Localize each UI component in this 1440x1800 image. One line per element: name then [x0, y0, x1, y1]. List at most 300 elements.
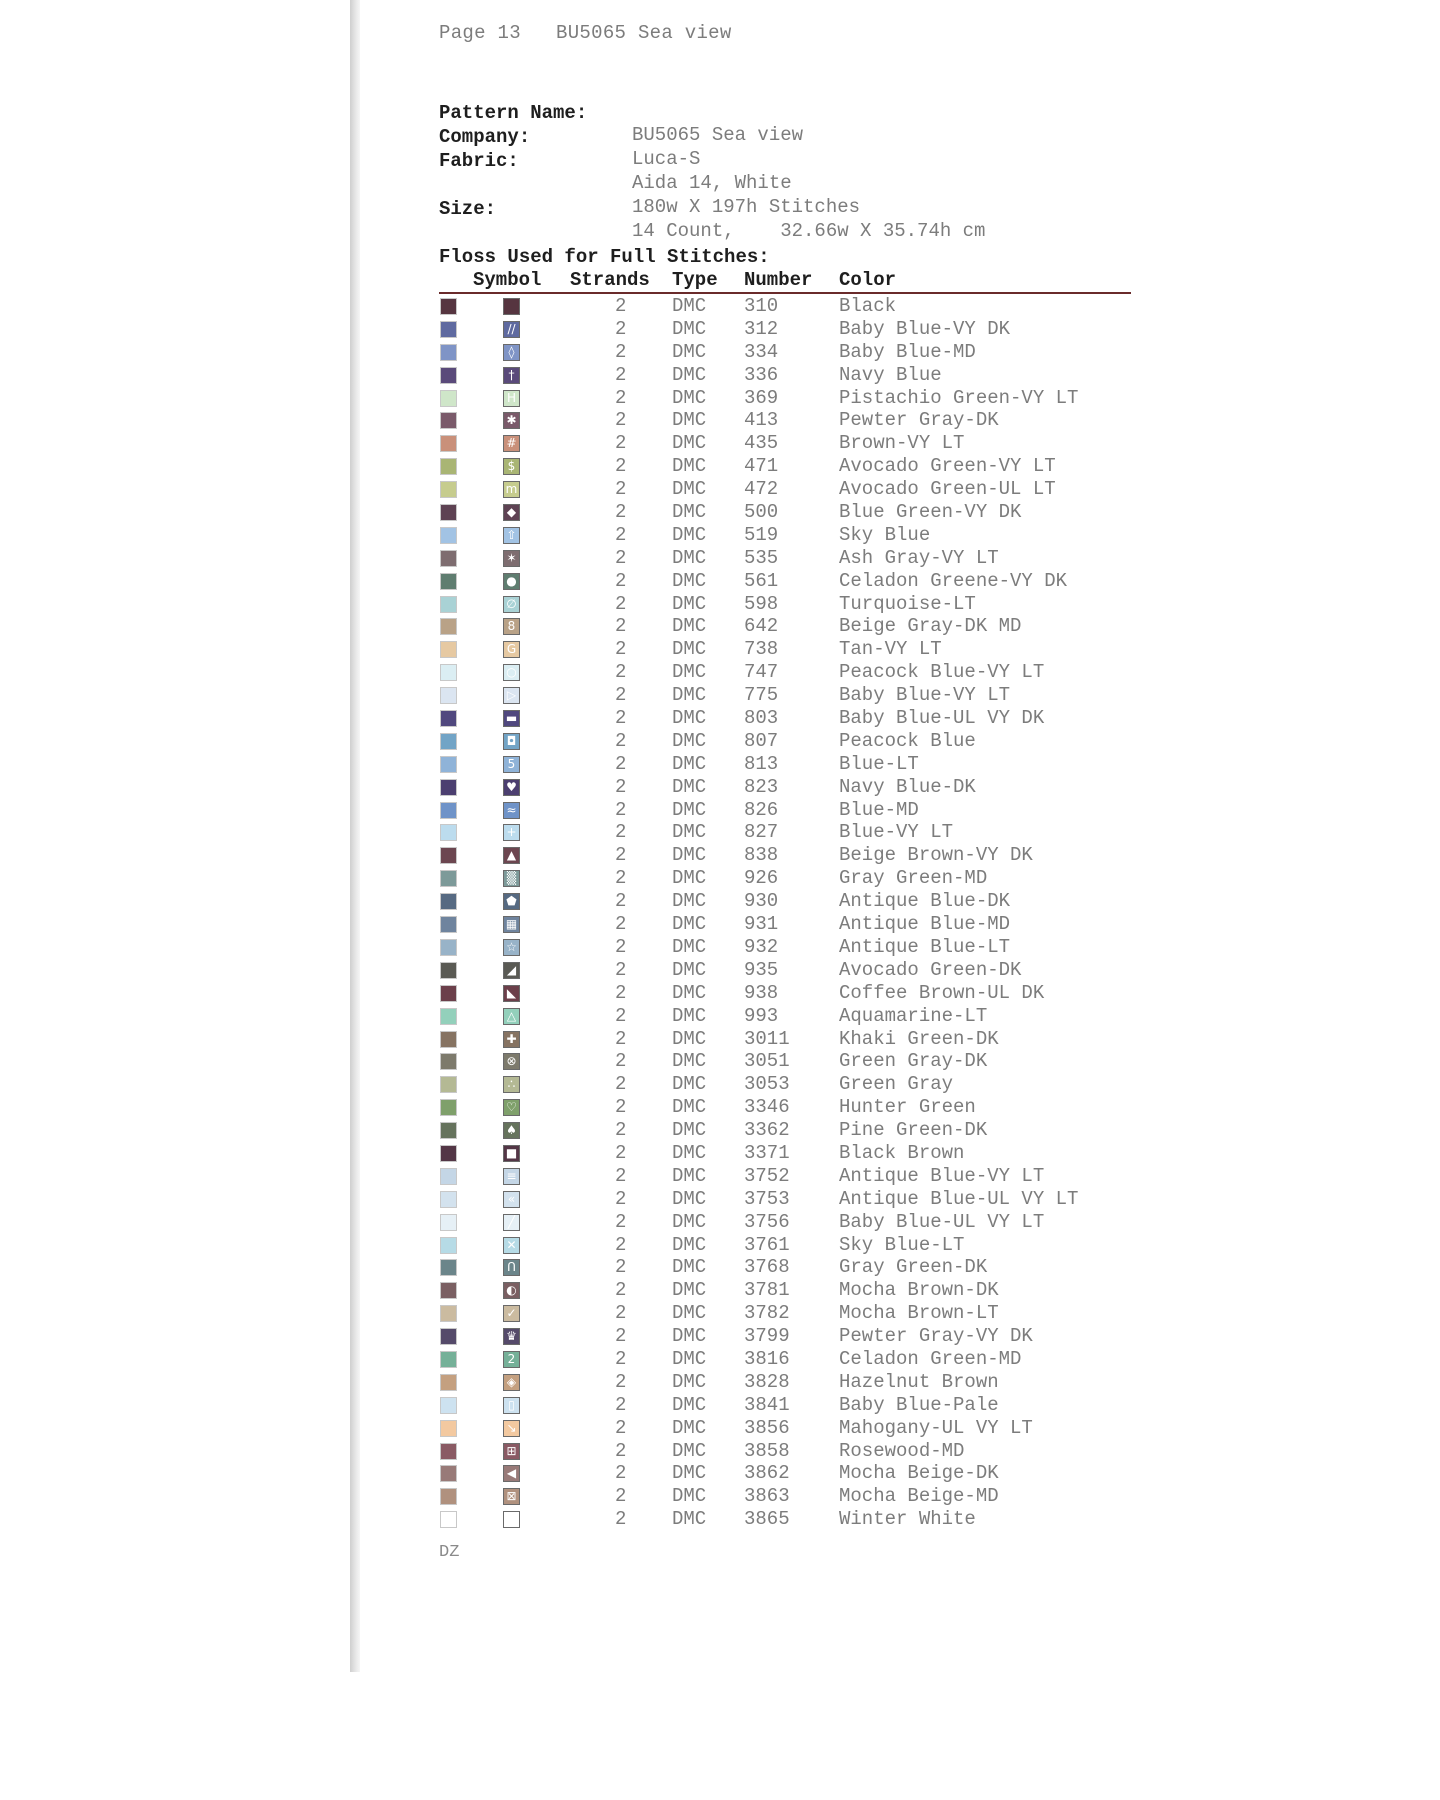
stitch-symbol-icon: ▯ [503, 1397, 520, 1414]
strands-cell: 2 [615, 1073, 627, 1096]
info-value: 180w X 197h Stitches [632, 196, 861, 218]
type-cell: DMC [672, 523, 707, 546]
stitch-symbol-icon: − [503, 1511, 520, 1528]
strands-cell: 2 [615, 729, 627, 752]
stitch-symbol-icon: // [503, 321, 520, 338]
floss-row [439, 1279, 1159, 1302]
strands-cell: 2 [615, 1325, 627, 1348]
strands-cell: 2 [615, 592, 627, 615]
color-swatch [440, 390, 457, 407]
number-cell: 312 [744, 317, 779, 340]
type-cell: DMC [672, 478, 707, 501]
stitch-symbol-icon: ⊗ [503, 1053, 520, 1070]
color-swatch [440, 1374, 457, 1391]
page-label: Page 13 [439, 22, 521, 44]
number-cell: 310 [744, 295, 779, 317]
floss-row [439, 1371, 1159, 1394]
number-cell: 3768 [744, 1256, 790, 1279]
floss-row [439, 524, 1159, 547]
color-name-cell: Pistachio Green-VY LT [839, 386, 1079, 409]
strands-cell: 2 [615, 1187, 627, 1210]
color-name-cell: Baby Blue-UL VY DK [839, 707, 1045, 730]
strands-cell: 2 [615, 1210, 627, 1233]
stitch-symbol-icon: « [503, 1191, 520, 1208]
floss-row [439, 1417, 1159, 1440]
stitch-symbol-icon: † [503, 367, 520, 384]
color-swatch [440, 367, 457, 384]
floss-row [439, 982, 1159, 1005]
number-cell: 926 [744, 867, 779, 890]
stitch-symbol-icon: ✱ [503, 412, 520, 429]
type-cell: DMC [672, 501, 707, 524]
color-name-cell: Mahogany-UL VY LT [839, 1416, 1033, 1439]
color-swatch [440, 870, 457, 887]
type-cell: DMC [672, 340, 707, 363]
number-cell: 3816 [744, 1347, 790, 1370]
strands-cell: 2 [615, 844, 627, 867]
stitch-symbol-icon: ✚ [503, 1031, 520, 1048]
number-cell: 472 [744, 478, 779, 501]
strands-cell: 2 [615, 1462, 627, 1485]
stitch-symbol-icon: ♛ [503, 1328, 520, 1345]
number-cell: 803 [744, 707, 779, 730]
type-cell: DMC [672, 844, 707, 867]
floss-row [439, 1165, 1159, 1188]
color-name-cell: Turquoise-LT [839, 592, 976, 615]
stitch-symbol-icon: ♡ [503, 1099, 520, 1116]
type-cell: DMC [672, 569, 707, 592]
strands-cell: 2 [615, 1256, 627, 1279]
strands-cell: 2 [615, 913, 627, 936]
floss-section-title: Floss Used for Full Stitches: [439, 246, 770, 268]
type-cell: DMC [672, 821, 707, 844]
strands-cell: 2 [615, 1050, 627, 1073]
floss-row [439, 753, 1159, 776]
color-swatch [440, 847, 457, 864]
stitch-symbol-icon: # [503, 435, 520, 452]
color-name-cell: Mocha Brown-DK [839, 1279, 999, 1302]
color-name-cell: Ash Gray-VY LT [839, 546, 999, 569]
floss-row [439, 1462, 1159, 1485]
number-cell: 827 [744, 821, 779, 844]
color-swatch [440, 1351, 457, 1368]
strands-cell: 2 [615, 958, 627, 981]
column-header-type: Type [672, 269, 718, 291]
stitch-symbol-icon: ▬ [503, 710, 520, 727]
floss-row [439, 1005, 1159, 1028]
stitch-symbol-icon: ◐ [503, 1282, 520, 1299]
type-cell: DMC [672, 317, 707, 340]
number-cell: 519 [744, 523, 779, 546]
floss-row [439, 1073, 1159, 1096]
type-cell: DMC [672, 935, 707, 958]
color-swatch [440, 458, 457, 475]
type-cell: DMC [672, 295, 707, 317]
number-cell: 826 [744, 798, 779, 821]
floss-row [439, 1234, 1159, 1257]
strands-cell: 2 [615, 1141, 627, 1164]
stitch-symbol-icon: ◣ [503, 985, 520, 1002]
color-swatch [440, 412, 457, 429]
floss-row [439, 776, 1159, 799]
number-cell: 823 [744, 775, 779, 798]
color-name-cell: Avocado Green-VY LT [839, 455, 1056, 478]
strands-cell: 2 [615, 455, 627, 478]
color-swatch [440, 939, 457, 956]
color-swatch [440, 1168, 457, 1185]
floss-row [439, 1325, 1159, 1348]
color-swatch [440, 733, 457, 750]
type-cell: DMC [672, 1508, 707, 1531]
number-cell: 535 [744, 546, 779, 569]
number-cell: 3856 [744, 1416, 790, 1439]
floss-row [439, 1256, 1159, 1279]
number-cell: 3756 [744, 1210, 790, 1233]
strands-cell: 2 [615, 752, 627, 775]
color-name-cell: Blue-VY LT [839, 821, 954, 844]
strands-cell: 2 [615, 1370, 627, 1393]
number-cell: 471 [744, 455, 779, 478]
floss-row [439, 913, 1159, 936]
number-cell: 738 [744, 638, 779, 661]
color-name-cell: Navy Blue [839, 363, 942, 386]
color-name-cell: Antique Blue-LT [839, 935, 1011, 958]
type-cell: DMC [672, 707, 707, 730]
type-cell: DMC [672, 1416, 707, 1439]
stitch-symbol-icon: ◈ [503, 1374, 520, 1391]
color-swatch [440, 1305, 457, 1322]
number-cell: 3053 [744, 1073, 790, 1096]
info-label: Fabric: [439, 150, 519, 172]
floss-row [439, 1119, 1159, 1142]
type-cell: DMC [672, 1164, 707, 1187]
number-cell: 3781 [744, 1279, 790, 1302]
number-cell: 435 [744, 432, 779, 455]
floss-row [439, 844, 1159, 867]
column-header-color: Color [839, 269, 897, 291]
pattern-info [439, 80, 1139, 242]
stitch-symbol-icon: 2 [503, 1351, 520, 1368]
number-cell: 775 [744, 684, 779, 707]
info-label: Size: [439, 198, 497, 220]
stitch-symbol-icon: ⊠ [503, 1488, 520, 1505]
stitch-symbol-icon: ◊ [503, 344, 520, 361]
number-cell: 932 [744, 935, 779, 958]
strands-cell: 2 [615, 1416, 627, 1439]
stitch-symbol-icon: m [503, 481, 520, 498]
column-header-strands: Strands [570, 269, 650, 291]
floss-row [439, 1188, 1159, 1211]
floss-row [439, 1485, 1159, 1508]
floss-row [439, 661, 1159, 684]
strands-cell: 2 [615, 340, 627, 363]
strands-cell: 2 [615, 867, 627, 890]
info-value: 14 Count, 32.66w X 35.74h cm [632, 220, 986, 242]
floss-row [439, 638, 1159, 661]
stitch-symbol-icon: ☆ [503, 939, 520, 956]
color-swatch [440, 618, 457, 635]
number-cell: 3841 [744, 1393, 790, 1416]
stitch-symbol-icon [503, 298, 520, 315]
number-cell: 3828 [744, 1370, 790, 1393]
stitch-symbol-icon: ✶ [503, 550, 520, 567]
color-name-cell: Blue Green-VY DK [839, 501, 1022, 524]
info-value: Aida 14, White [632, 172, 792, 194]
type-cell: DMC [672, 1462, 707, 1485]
strands-cell: 2 [615, 295, 627, 317]
color-swatch [440, 687, 457, 704]
color-name-cell: Sky Blue [839, 523, 931, 546]
color-name-cell: Avocado Green-UL LT [839, 478, 1056, 501]
stitch-symbol-icon: ○ [503, 664, 520, 681]
number-cell: 334 [744, 340, 779, 363]
floss-row [439, 1096, 1159, 1119]
strands-cell: 2 [615, 1393, 627, 1416]
strands-cell: 2 [615, 661, 627, 684]
type-cell: DMC [672, 1485, 707, 1508]
floss-row [439, 936, 1159, 959]
color-name-cell: Avocado Green-DK [839, 958, 1022, 981]
strands-cell: 2 [615, 684, 627, 707]
page-left-edge [350, 0, 360, 1672]
floss-row [439, 867, 1159, 890]
floss-row [439, 295, 1159, 318]
strands-cell: 2 [615, 501, 627, 524]
number-cell: 3865 [744, 1508, 790, 1531]
stitch-symbol-icon: ◆ [503, 504, 520, 521]
strands-cell: 2 [615, 707, 627, 730]
floss-row [439, 1211, 1159, 1234]
type-cell: DMC [672, 775, 707, 798]
color-swatch [440, 1259, 457, 1276]
color-name-cell: Gray Green-DK [839, 1256, 988, 1279]
strands-cell: 2 [615, 546, 627, 569]
number-cell: 3753 [744, 1187, 790, 1210]
stitch-symbol-icon: ♠ [503, 1122, 520, 1139]
strands-cell: 2 [615, 363, 627, 386]
stitch-symbol-icon: ▷ [503, 687, 520, 704]
floss-row [439, 1302, 1159, 1325]
color-swatch [440, 962, 457, 979]
floss-row [439, 1028, 1159, 1051]
color-swatch [440, 916, 457, 933]
stitch-symbol-icon: Ո [503, 1259, 520, 1276]
stitch-symbol-icon: ■ [503, 1145, 520, 1162]
strands-cell: 2 [615, 317, 627, 340]
number-cell: 369 [744, 386, 779, 409]
color-name-cell: Beige Brown-VY DK [839, 844, 1033, 867]
strands-cell: 2 [615, 1096, 627, 1119]
number-cell: 3011 [744, 1027, 790, 1050]
number-cell: 930 [744, 890, 779, 913]
type-cell: DMC [672, 729, 707, 752]
info-value: Luca-S [632, 148, 701, 170]
strands-cell: 2 [615, 981, 627, 1004]
color-swatch [440, 1443, 457, 1460]
floss-row [439, 341, 1159, 364]
color-swatch [440, 1053, 457, 1070]
stitch-symbol-icon: ♥ [503, 779, 520, 796]
type-cell: DMC [672, 1073, 707, 1096]
color-name-cell: Coffee Brown-UL DK [839, 981, 1045, 1004]
color-swatch [440, 756, 457, 773]
number-cell: 935 [744, 958, 779, 981]
color-name-cell: Celadon Green-MD [839, 1347, 1022, 1370]
floss-row [439, 455, 1159, 478]
color-name-cell: Brown-VY LT [839, 432, 965, 455]
floss-row [439, 1050, 1159, 1073]
color-swatch [440, 1031, 457, 1048]
number-cell: 3752 [744, 1164, 790, 1187]
floss-table [439, 295, 1159, 1531]
stitch-symbol-icon: ≈ [503, 802, 520, 819]
floss-row [439, 821, 1159, 844]
color-swatch [440, 435, 457, 452]
pattern-code: BU5065 Sea view [556, 22, 732, 44]
number-cell: 3863 [744, 1485, 790, 1508]
strands-cell: 2 [615, 1004, 627, 1027]
color-name-cell: Tan-VY LT [839, 638, 942, 661]
color-swatch [440, 1237, 457, 1254]
stitch-symbol-icon: 5 [503, 756, 520, 773]
color-swatch [440, 779, 457, 796]
type-cell: DMC [672, 546, 707, 569]
stitch-symbol-icon: △ [503, 1008, 520, 1025]
stitch-symbol-icon: ∅ [503, 596, 520, 613]
number-cell: 3051 [744, 1050, 790, 1073]
type-cell: DMC [672, 409, 707, 432]
color-swatch [440, 596, 457, 613]
type-cell: DMC [672, 386, 707, 409]
color-name-cell: Mocha Beige-MD [839, 1485, 999, 1508]
number-cell: 3362 [744, 1119, 790, 1142]
type-cell: DMC [672, 1096, 707, 1119]
color-name-cell: Antique Blue-VY LT [839, 1164, 1045, 1187]
color-name-cell: Pewter Gray-VY DK [839, 1325, 1033, 1348]
type-cell: DMC [672, 1233, 707, 1256]
stitch-symbol-icon: ✕ [503, 1237, 520, 1254]
floss-row [439, 1394, 1159, 1417]
number-cell: 500 [744, 501, 779, 524]
floss-row [439, 501, 1159, 524]
color-swatch [440, 985, 457, 1002]
strands-cell: 2 [615, 935, 627, 958]
type-cell: DMC [672, 432, 707, 455]
type-cell: DMC [672, 958, 707, 981]
stitch-symbol-icon: ▲ [503, 847, 520, 864]
number-cell: 938 [744, 981, 779, 1004]
type-cell: DMC [672, 798, 707, 821]
color-name-cell: Baby Blue-UL VY LT [839, 1210, 1045, 1233]
color-swatch [440, 1465, 457, 1482]
stitch-symbol-icon: + [503, 824, 520, 841]
color-swatch [440, 1076, 457, 1093]
color-name-cell: Mocha Beige-DK [839, 1462, 999, 1485]
stitch-symbol-icon: ≡ [503, 1168, 520, 1185]
color-swatch [440, 1191, 457, 1208]
strands-cell: 2 [615, 1027, 627, 1050]
color-swatch [440, 802, 457, 819]
column-header-number: Number [744, 269, 813, 291]
stitch-symbol-icon: ∴ [503, 1076, 520, 1093]
number-cell: 813 [744, 752, 779, 775]
color-swatch [440, 1397, 457, 1414]
color-swatch [440, 573, 457, 590]
type-cell: DMC [672, 752, 707, 775]
color-swatch [440, 1511, 457, 1528]
strands-cell: 2 [615, 775, 627, 798]
type-cell: DMC [672, 661, 707, 684]
color-name-cell: Beige Gray-DK MD [839, 615, 1022, 638]
color-name-cell: Hunter Green [839, 1096, 976, 1119]
type-cell: DMC [672, 867, 707, 890]
stitch-symbol-icon: ⇧ [503, 527, 520, 544]
floss-row [439, 959, 1159, 982]
floss-row [439, 478, 1159, 501]
number-cell: 3346 [744, 1096, 790, 1119]
number-cell: 838 [744, 844, 779, 867]
type-cell: DMC [672, 592, 707, 615]
type-cell: DMC [672, 913, 707, 936]
stitch-symbol-icon: ◢ [503, 962, 520, 979]
type-cell: DMC [672, 1141, 707, 1164]
number-cell: 413 [744, 409, 779, 432]
color-name-cell: Navy Blue-DK [839, 775, 976, 798]
color-name-cell: Baby Blue-VY LT [839, 684, 1011, 707]
color-swatch [440, 1008, 457, 1025]
number-cell: 3761 [744, 1233, 790, 1256]
color-name-cell: Black Brown [839, 1141, 965, 1164]
color-name-cell: Green Gray-DK [839, 1050, 988, 1073]
color-swatch [440, 1214, 457, 1231]
color-swatch [440, 298, 457, 315]
color-swatch [440, 641, 457, 658]
stitch-symbol-icon: ◀ [503, 1465, 520, 1482]
floss-row [439, 684, 1159, 707]
type-cell: DMC [672, 1119, 707, 1142]
color-name-cell: Hazelnut Brown [839, 1370, 999, 1393]
floss-row [439, 547, 1159, 570]
color-swatch [440, 1420, 457, 1437]
number-cell: 3799 [744, 1325, 790, 1348]
info-label: Company: [439, 126, 531, 148]
color-name-cell: Pewter Gray-DK [839, 409, 999, 432]
color-name-cell: Antique Blue-DK [839, 890, 1011, 913]
stitch-symbol-icon: $ [503, 458, 520, 475]
color-swatch [440, 893, 457, 910]
strands-cell: 2 [615, 1279, 627, 1302]
header-divider [439, 292, 1131, 294]
number-cell: 598 [744, 592, 779, 615]
color-name-cell: Blue-LT [839, 752, 919, 775]
color-swatch [440, 504, 457, 521]
strands-cell: 2 [615, 615, 627, 638]
color-name-cell: Green Gray [839, 1073, 954, 1096]
color-name-cell: Aquamarine-LT [839, 1004, 988, 1027]
number-cell: 642 [744, 615, 779, 638]
color-swatch [440, 664, 457, 681]
color-name-cell: Baby Blue-Pale [839, 1393, 999, 1416]
floss-row [439, 432, 1159, 455]
stitch-symbol-icon: ▦ [503, 916, 520, 933]
strands-cell: 2 [615, 386, 627, 409]
type-cell: DMC [672, 1004, 707, 1027]
type-cell: DMC [672, 684, 707, 707]
floss-row [439, 570, 1159, 593]
number-cell: 336 [744, 363, 779, 386]
number-cell: 3782 [744, 1302, 790, 1325]
strands-cell: 2 [615, 1233, 627, 1256]
